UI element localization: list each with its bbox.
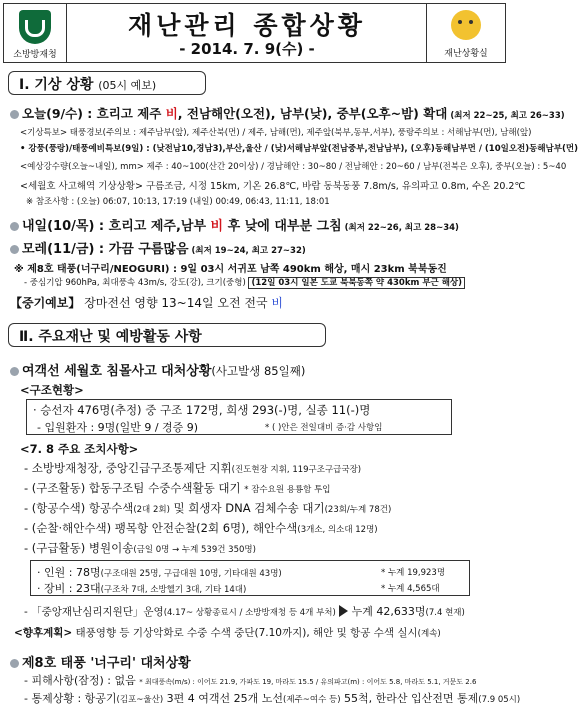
rescue-counts: · 승선자 476명(추정) 중 구조 172명, 희생 293(-)명, 실종 11(-)명 (33, 403, 371, 417)
equipment-count: · 장비 : 23대 (37, 582, 101, 595)
action-patrol (24, 520, 378, 536)
today-text: 오늘(9/수) : 흐리고 제주 (22, 106, 166, 121)
action-command-text: - 소방방재청장, 중앙긴급구조통제단 지휘 (24, 461, 232, 475)
equipment-detail: (구조차 7대, 소방헬기 3대, 기타 14대) (100, 585, 247, 595)
typhoon-position: ※ 제8호 태풍(너구리/NEOGURI) : 9일 03시 서귀포 남쪽 490km 해상, 매시 23km 북북동진 (14, 264, 447, 275)
center-period: (4.17~ 상황종료시 / 소방방재청 등 4개 부처) (163, 608, 336, 618)
action-air-search (24, 500, 391, 516)
bullet-icon (10, 110, 19, 119)
action-command (24, 460, 361, 476)
future-plan (14, 625, 441, 640)
bullet-icon (10, 222, 19, 231)
action-rescue (24, 480, 331, 496)
hospitalized: - 입원환자 : 9명(일반 9 / 경증 9) (37, 421, 199, 434)
action-rescue-detail: * 잠수요원 용룡함 투입 (244, 485, 331, 495)
today-regions: , 전남해안(오전), 남부(낮), 중부(오후~밤) 확대 (177, 106, 448, 121)
people-detail: (구조대원 25명, 구급대원 10명, 기타대원 43명) (100, 569, 282, 579)
report-header (3, 3, 506, 63)
section-disaster-heading: Ⅱ. 주요재난 및 예방활동 사항 (19, 329, 202, 345)
mid-term-rain: 비 (271, 296, 283, 310)
ferry-heading (10, 360, 305, 379)
action-air-text: - (항공수색) 항공수색 (24, 501, 134, 515)
people-count: · 인원 : 78명 (37, 566, 101, 579)
action-air-dna: 및 희생자 DNA 검체수송 대기 (169, 501, 325, 515)
forecast-today (10, 104, 565, 122)
today-rain: 비 (165, 106, 178, 121)
control-ferries: 3편 4 여객선 25개 노선 (163, 692, 284, 705)
typhoon-strength: - 중심기압 960hPa, 최대풍속 43m/s, 강도(강), 크기(중형) (24, 278, 246, 288)
rescue-note: * ( )안은 전일대비 증·감 사항임 (265, 423, 383, 433)
control-flights: - 통제상황 : 항공기 (24, 692, 117, 705)
ferry-day-count: (사고발생 85일째) (211, 364, 306, 378)
rescue-heading: <구조현황> (20, 383, 84, 397)
forecast-tomorrow (10, 215, 459, 234)
ferry-title: 여객선 세월호 침몰사고 대처상황 (22, 364, 212, 379)
typhoon-damage-text: - 피해사항(잠정) : 없음 (24, 674, 136, 687)
typhoon-controls (24, 690, 520, 706)
typhoon-pressure (24, 276, 465, 288)
resources-equipment (37, 580, 246, 596)
expected-rainfall: <예상강수량(오늘~내일), mm> 제주 : 40~100(산간 20이상) / 경남해안 : 30~80 / 전남해안 : 20~60 / 남부(전북은 오후), 중부(오늘) : 5~40 (20, 162, 567, 172)
mid-term-label: 【중기예보】 (10, 296, 81, 310)
action-rescue-text: - (구조활동) 합동구조팀 수중수색활동 대기 (24, 481, 241, 495)
wind-pre-alert: • 강풍(풍랑)/태풍예비특보(9일) : (낮전남10,경남3),부산,울산 / (낮)서해남부앞(전남중부,전남남부), (오후)동해남부먼 / (10일오전)동해남부(먼) (20, 144, 578, 154)
resources-people (37, 564, 282, 580)
plan-text: 태풍영향 등 기상악화로 수중 수색 중단(7.10까지), 해안 및 항공 수색 실시 (72, 627, 418, 639)
agency-name: 소방방재청 (13, 50, 57, 60)
action-command-detail: (진도현장 지휘, 119구조구급국장) (231, 465, 362, 475)
mid-term-forecast (10, 294, 283, 311)
forecast-dayafter (10, 238, 306, 257)
section-disaster-title (8, 323, 326, 347)
control-hallasan: 55척, 한라산 입산전면 통제 (340, 692, 479, 705)
mid-term-text: 장마전선 영향 13~14일 오전 전국 (80, 296, 272, 310)
center-date: (7.4 현재) (425, 608, 465, 618)
report-date: - 2014. 7. 9(수) - (179, 40, 315, 58)
people-total: * 누계 19,923명 (381, 568, 446, 578)
page-title: 재난관리 종합상황 (128, 11, 366, 40)
tomorrow-detail: 후 낮에 대부분 그침 (223, 219, 342, 234)
actions-heading: <7. 8 주요 조치사항> (20, 442, 139, 456)
psych-support-center (24, 603, 465, 619)
mascot-panel (426, 4, 505, 62)
shield-icon (19, 10, 51, 44)
center-total: 누계 42,633명 (348, 605, 426, 618)
equipment-total: * 누계 4,565대 (381, 584, 440, 594)
bullet-icon (10, 367, 19, 376)
action-patrol-text: - (순찰·해안수색) 팽목항 안전순찰(2회 6명), 해안수색 (24, 521, 298, 535)
action-ems (24, 540, 256, 556)
typhoon-forecast-position: (12일 03시 일본 도쿄 북북동쪽 약 430km 부근 해상) (248, 277, 465, 289)
dayafter-temps: (최저 19~24, 최고 27~32) (188, 246, 306, 256)
action-ems-detail: (금일 0명 → 누계 539건 350명) (133, 545, 256, 555)
plan-continuing: (계속) (417, 629, 441, 639)
rescue-status-box (26, 399, 452, 435)
plan-heading: <향후계획> (14, 627, 73, 639)
tomorrow-temps: (최저 22~26, 최고 28~34) (341, 223, 459, 233)
center-text: - 「중앙재난심리지원단」운영 (24, 606, 164, 618)
bullet-icon (10, 659, 19, 668)
control-flight-route: (김포~울산) (116, 695, 164, 705)
action-ems-text: - (구급활동) 병원이송 (24, 541, 134, 555)
typhoon-response-heading (10, 652, 191, 671)
tomorrow-rain: 비 (210, 219, 224, 234)
tide-times: ※ 참조사항 : (오늘) 06:07, 10:13, 17:19 (내일) 00:49, 06:43, 11:11, 18:01 (26, 197, 330, 207)
control-ferry-route: (제주~여수 등) (283, 695, 341, 705)
tomorrow-text: 내일(10/목) : 흐리고 제주,남부 (22, 219, 211, 234)
situation-room-label: 재난상황실 (444, 49, 488, 59)
arrow-right-icon (339, 605, 348, 617)
action-patrol-detail: (3개소, 의소대 12명) (297, 525, 378, 535)
typhoon-response-title: 제8호 태풍 '너구리' 대처상황 (22, 656, 191, 671)
section-weather-sub: (05시 예보) (98, 79, 157, 92)
bullet-icon (10, 245, 19, 254)
section-weather-title (8, 71, 206, 95)
accident-sea-weather: <세월호 사고해역 기상상황> 구름조금, 시정 15km, 기온 26.8℃, 바람 동북동풍 7.8m/s, 유의파고 0.8m, 수온 20.2℃ (20, 181, 526, 192)
today-temps: (최저 22~25, 최고 26~33) (447, 111, 565, 121)
action-air-total: (23회/누계 78건) (324, 505, 392, 515)
typhoon-damage (24, 672, 476, 688)
resources-box (30, 560, 470, 596)
section-weather-heading: Ⅰ. 기상 상황 (19, 77, 94, 93)
weather-alerts: <기상특보> 태풍경보(주의보 : 제주남부(앞), 제주산북(먼) / 제주, 남해(먼), 제주앞(북부,동부,서부), 풍랑주의보 : 서해남부(먼), 남해(앞) (20, 128, 532, 138)
mascot-icon (451, 10, 481, 40)
dayafter-text: 모레(11/금) : 가끔 구름많음 (22, 242, 189, 257)
action-air-count: (2대 2회) (133, 505, 170, 515)
typhoon-wind-wave: * 최대풍속(m/s) : 이어도 21.9, 가파도 19, 마라도 15.5 / 유의파고(m) : 이어도 5.8, 마라도 5.1, 거문도 2.6 (139, 678, 477, 686)
agency-logo (4, 4, 67, 62)
control-time: (7.9 05시) (478, 695, 521, 705)
